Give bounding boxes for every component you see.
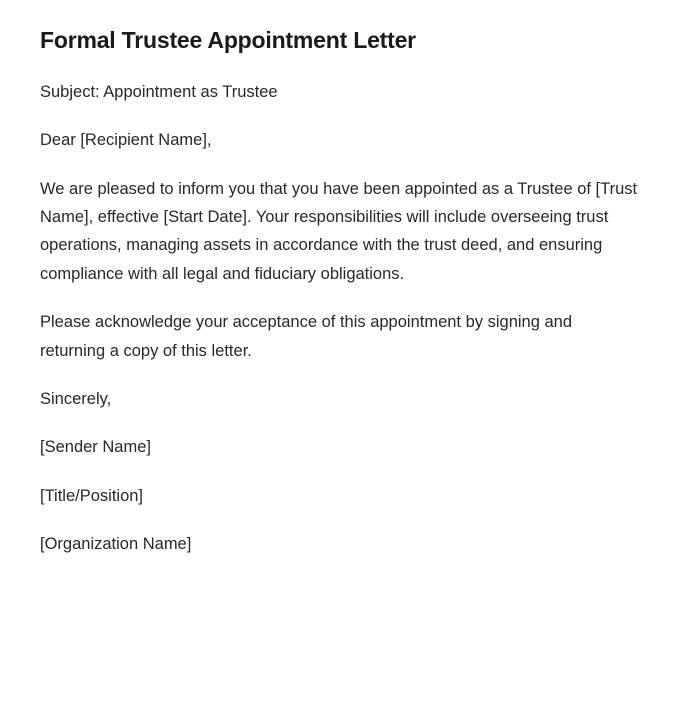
- closing: Sincerely,: [40, 389, 112, 408]
- signature-title-position: [Title/Position]: [40, 486, 144, 505]
- salutation: Dear [Recipient Name],: [40, 131, 212, 150]
- signature-sender-name: [Sender Name]: [40, 438, 151, 457]
- body-paragraph-acknowledgement: Please acknowledge your acceptance of this appointment by signing and returning a copy of this letter.: [40, 313, 573, 360]
- subject-line: Subject: Appointment as Trustee: [40, 82, 278, 101]
- body-paragraph-appointment: We are pleased to inform you that you have been appointed as a Trustee of [Trust Name], effective [Start Date]. Your responsibilities will include overseeing trust operations, managing assets in accordance with the trust deed, and ensuring compliance with all legal and fiduciary obligations.: [40, 179, 638, 283]
- page-title: Formal Trustee Appointment Letter: [40, 27, 416, 53]
- signature-organization-name: [Organization Name]: [40, 535, 192, 554]
